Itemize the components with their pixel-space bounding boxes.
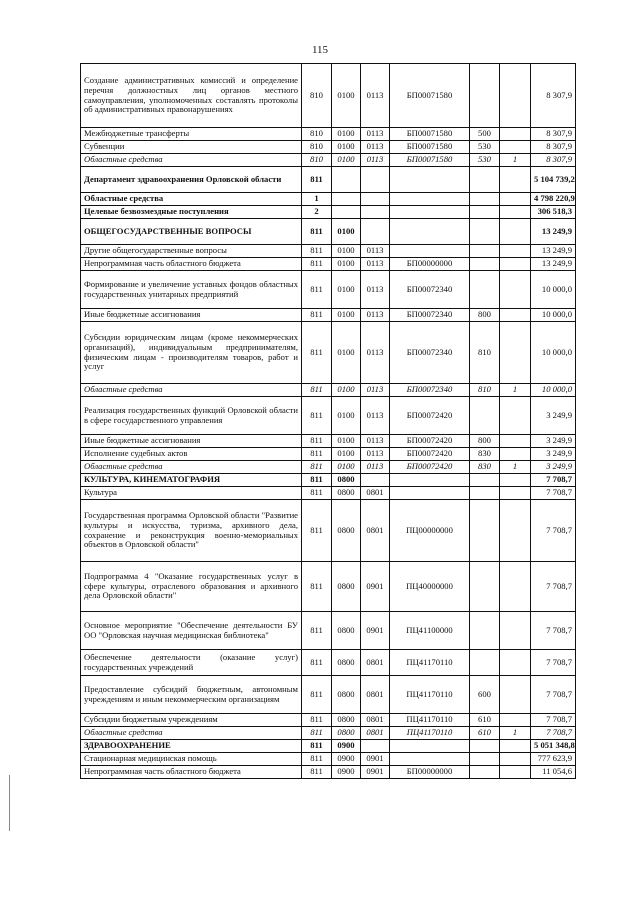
section-code: 0800 xyxy=(332,562,361,612)
funding-source-code: 1 xyxy=(500,154,531,167)
table-row xyxy=(81,219,576,245)
subsection-code: 0113 xyxy=(361,397,390,435)
funding-source-code xyxy=(500,258,531,271)
amount: 7 708,7 xyxy=(531,474,576,487)
target-article-code: БП00072420 xyxy=(390,435,470,448)
section-code: 0100 xyxy=(332,309,361,322)
amount: 7 708,7 xyxy=(531,676,576,714)
target-article-code xyxy=(390,219,470,245)
funding-source-code xyxy=(500,322,531,384)
row-name: Областные средства xyxy=(81,193,302,206)
expense-type-code xyxy=(470,193,500,206)
section-code: 0100 xyxy=(332,64,361,128)
grbs-code: 2 xyxy=(302,206,332,219)
subsection-code: 0113 xyxy=(361,309,390,322)
expense-type-code: 600 xyxy=(470,676,500,714)
expense-type-code: 500 xyxy=(470,128,500,141)
section-code: 0800 xyxy=(332,487,361,500)
expense-type-code: 830 xyxy=(470,448,500,461)
section-code xyxy=(332,206,361,219)
expense-type-code: 610 xyxy=(470,714,500,727)
subsection-code xyxy=(361,167,390,193)
amount: 7 708,7 xyxy=(531,487,576,500)
subsection-code: 0901 xyxy=(361,562,390,612)
target-article-code: БП00000000 xyxy=(390,258,470,271)
amount: 306 518,3 xyxy=(531,206,576,219)
table-row xyxy=(81,193,576,206)
subsection-code: 0801 xyxy=(361,714,390,727)
funding-source-code xyxy=(500,448,531,461)
expense-type-code xyxy=(470,219,500,245)
target-article-code xyxy=(390,740,470,753)
table-row xyxy=(81,128,576,141)
table-row xyxy=(81,562,576,612)
section-code: 0900 xyxy=(332,740,361,753)
subsection-code: 0901 xyxy=(361,753,390,766)
table-row xyxy=(81,612,576,650)
row-name: Подпрограмма 4 "Оказание государственных услуг в сфере культуры, отраслевого образования и архивного дела Орловской области" xyxy=(81,562,302,612)
table-row xyxy=(81,461,576,474)
subsection-code: 0113 xyxy=(361,141,390,154)
row-name: Государственная программа Орловской области "Развитие культуры и искусства, туризма, архивного дела, сохранение и реконструкция военно-мемориальных объектов в Орловской области" xyxy=(81,500,302,562)
funding-source-code: 1 xyxy=(500,384,531,397)
grbs-code: 811 xyxy=(302,448,332,461)
amount: 5 104 739,2 xyxy=(531,167,576,193)
target-article-code xyxy=(390,245,470,258)
grbs-code: 811 xyxy=(302,740,332,753)
grbs-code: 810 xyxy=(302,154,332,167)
grbs-code: 811 xyxy=(302,650,332,676)
funding-source-code xyxy=(500,141,531,154)
table-row xyxy=(81,500,576,562)
grbs-code: 811 xyxy=(302,309,332,322)
row-name: Основное мероприятие "Обеспечение деятельности БУ ОО "Орловская научная медицинская библиотека" xyxy=(81,612,302,650)
section-code: 0900 xyxy=(332,753,361,766)
row-name: Формирование и увеличение уставных фондов областных государственных унитарных предприятий xyxy=(81,271,302,309)
target-article-code: ПЦ41100000 xyxy=(390,612,470,650)
target-article-code: БП00071580 xyxy=(390,128,470,141)
section-code: 0100 xyxy=(332,219,361,245)
target-article-code: ПЦ41170110 xyxy=(390,727,470,740)
funding-source-code xyxy=(500,397,531,435)
section-code xyxy=(332,193,361,206)
funding-source-code xyxy=(500,309,531,322)
table-row xyxy=(81,271,576,309)
funding-source-code xyxy=(500,245,531,258)
row-name: Исполнение судебных актов xyxy=(81,448,302,461)
table-row xyxy=(81,727,576,740)
expense-type-code: 800 xyxy=(470,309,500,322)
amount: 10 000,0 xyxy=(531,322,576,384)
grbs-code: 811 xyxy=(302,322,332,384)
grbs-code: 811 xyxy=(302,487,332,500)
table-row xyxy=(81,309,576,322)
table-row xyxy=(81,435,576,448)
target-article-code: БП00071580 xyxy=(390,141,470,154)
target-article-code xyxy=(390,474,470,487)
expense-type-code xyxy=(470,474,500,487)
funding-source-code xyxy=(500,612,531,650)
row-name: Создание административных комиссий и определение перечня должностных лиц органов местного самоуправления, уполномоченных составлять протоколы об административных правонарушениях xyxy=(81,64,302,128)
row-name: Обеспечение деятельности (оказание услуг) государственных учреждений xyxy=(81,650,302,676)
section-code: 0800 xyxy=(332,474,361,487)
subsection-code: 0113 xyxy=(361,384,390,397)
margin-mark xyxy=(9,775,10,831)
expense-type-code: 530 xyxy=(470,154,500,167)
target-article-code: ПЦ41170110 xyxy=(390,650,470,676)
section-code xyxy=(332,167,361,193)
grbs-code: 811 xyxy=(302,384,332,397)
amount: 3 249,9 xyxy=(531,448,576,461)
target-article-code: БП00072340 xyxy=(390,309,470,322)
amount: 5 051 348,8 xyxy=(531,740,576,753)
grbs-code: 810 xyxy=(302,128,332,141)
row-name: Областные средства xyxy=(81,461,302,474)
target-article-code xyxy=(390,206,470,219)
section-code: 0100 xyxy=(332,461,361,474)
row-name: Межбюджетные трансферты xyxy=(81,128,302,141)
funding-source-code xyxy=(500,500,531,562)
expense-type-code xyxy=(470,271,500,309)
target-article-code: БП00071580 xyxy=(390,154,470,167)
grbs-code: 811 xyxy=(302,612,332,650)
target-article-code xyxy=(390,193,470,206)
section-code: 0100 xyxy=(332,128,361,141)
amount: 8 307,9 xyxy=(531,64,576,128)
target-article-code: БП00071580 xyxy=(390,64,470,128)
grbs-code: 811 xyxy=(302,435,332,448)
table-row xyxy=(81,740,576,753)
target-article-code: ПЦ41170110 xyxy=(390,676,470,714)
expense-type-code xyxy=(470,245,500,258)
subsection-code: 0801 xyxy=(361,487,390,500)
section-code: 0900 xyxy=(332,766,361,779)
amount: 11 054,6 xyxy=(531,766,576,779)
amount: 3 249,9 xyxy=(531,397,576,435)
table-row xyxy=(81,322,576,384)
funding-source-code xyxy=(500,753,531,766)
expense-type-code xyxy=(470,753,500,766)
amount: 13 249,9 xyxy=(531,245,576,258)
row-name: Областные средства xyxy=(81,384,302,397)
grbs-code: 811 xyxy=(302,753,332,766)
row-name: Стационарная медицинская помощь xyxy=(81,753,302,766)
target-article-code: БП00072420 xyxy=(390,461,470,474)
funding-source-code xyxy=(500,766,531,779)
amount: 13 249,9 xyxy=(531,219,576,245)
table-row xyxy=(81,753,576,766)
section-code: 0800 xyxy=(332,500,361,562)
funding-source-code xyxy=(500,271,531,309)
row-name: Культура xyxy=(81,487,302,500)
row-name: Реализация государственных функций Орловской области в сфере государственного управления xyxy=(81,397,302,435)
target-article-code xyxy=(390,753,470,766)
subsection-code: 0113 xyxy=(361,245,390,258)
table-row xyxy=(81,487,576,500)
table-body xyxy=(81,64,576,779)
grbs-code: 811 xyxy=(302,271,332,309)
grbs-code: 811 xyxy=(302,727,332,740)
subsection-code: 0801 xyxy=(361,676,390,714)
subsection-code xyxy=(361,219,390,245)
funding-source-code: 1 xyxy=(500,727,531,740)
table-row xyxy=(81,766,576,779)
amount: 8 307,9 xyxy=(531,128,576,141)
subsection-code: 0113 xyxy=(361,271,390,309)
grbs-code: 811 xyxy=(302,258,332,271)
section-code: 0100 xyxy=(332,435,361,448)
funding-source-code xyxy=(500,64,531,128)
amount: 8 307,9 xyxy=(531,141,576,154)
amount: 13 249,9 xyxy=(531,258,576,271)
row-name: ОБЩЕГОСУДАРСТВЕННЫЕ ВОПРОСЫ xyxy=(81,219,302,245)
grbs-code: 811 xyxy=(302,500,332,562)
grbs-code: 811 xyxy=(302,219,332,245)
row-name: Иные бюджетные ассигнования xyxy=(81,309,302,322)
row-name: Областные средства xyxy=(81,727,302,740)
expense-type-code xyxy=(470,258,500,271)
subsection-code: 0113 xyxy=(361,448,390,461)
row-name: Непрограммная часть областного бюджета xyxy=(81,258,302,271)
section-code: 0100 xyxy=(332,384,361,397)
funding-source-code xyxy=(500,740,531,753)
expense-type-code xyxy=(470,167,500,193)
expense-type-code xyxy=(470,397,500,435)
row-name: Другие общегосударственные вопросы xyxy=(81,245,302,258)
table-row xyxy=(81,206,576,219)
table-row xyxy=(81,474,576,487)
section-code: 0800 xyxy=(332,676,361,714)
target-article-code: БП00072420 xyxy=(390,397,470,435)
grbs-code: 811 xyxy=(302,714,332,727)
target-article-code: БП00072340 xyxy=(390,271,470,309)
amount: 777 623,9 xyxy=(531,753,576,766)
grbs-code: 811 xyxy=(302,245,332,258)
section-code: 0100 xyxy=(332,245,361,258)
table-row xyxy=(81,141,576,154)
subsection-code: 0113 xyxy=(361,322,390,384)
grbs-code: 810 xyxy=(302,64,332,128)
section-code: 0100 xyxy=(332,141,361,154)
subsection-code: 0113 xyxy=(361,258,390,271)
subsection-code xyxy=(361,740,390,753)
expense-type-code: 530 xyxy=(470,141,500,154)
grbs-code: 811 xyxy=(302,397,332,435)
subsection-code xyxy=(361,206,390,219)
grbs-code: 811 xyxy=(302,562,332,612)
amount: 7 708,7 xyxy=(531,727,576,740)
funding-source-code xyxy=(500,474,531,487)
section-code: 0800 xyxy=(332,714,361,727)
amount: 10 000,0 xyxy=(531,309,576,322)
section-code: 0800 xyxy=(332,612,361,650)
subsection-code: 0801 xyxy=(361,650,390,676)
amount: 7 708,7 xyxy=(531,714,576,727)
table-row xyxy=(81,64,576,128)
funding-source-code xyxy=(500,487,531,500)
funding-source-code xyxy=(500,650,531,676)
expense-type-code xyxy=(470,487,500,500)
funding-source-code xyxy=(500,167,531,193)
grbs-code: 811 xyxy=(302,676,332,714)
amount: 8 307,9 xyxy=(531,154,576,167)
table-row xyxy=(81,245,576,258)
row-name: Иные бюджетные ассигнования xyxy=(81,435,302,448)
funding-source-code xyxy=(500,219,531,245)
amount: 3 249,9 xyxy=(531,461,576,474)
table-row xyxy=(81,397,576,435)
funding-source-code: 1 xyxy=(500,461,531,474)
section-code: 0100 xyxy=(332,258,361,271)
target-article-code: ПЦ40000000 xyxy=(390,562,470,612)
subsection-code xyxy=(361,193,390,206)
table-row xyxy=(81,650,576,676)
expense-type-code: 810 xyxy=(470,384,500,397)
subsection-code: 0113 xyxy=(361,435,390,448)
expense-type-code: 830 xyxy=(470,461,500,474)
grbs-code: 811 xyxy=(302,461,332,474)
row-name: Субвенции xyxy=(81,141,302,154)
row-name: Субсидии юридическим лицам (кроме некоммерческих организаций), индивидуальным предпринимателям, физическим лицам - производителям товаров, работ и услуг xyxy=(81,322,302,384)
funding-source-code xyxy=(500,193,531,206)
expense-type-code: 800 xyxy=(470,435,500,448)
target-article-code: ПЦ41170110 xyxy=(390,714,470,727)
amount: 7 708,7 xyxy=(531,562,576,612)
target-article-code xyxy=(390,487,470,500)
subsection-code xyxy=(361,474,390,487)
section-code: 0100 xyxy=(332,448,361,461)
subsection-code: 0113 xyxy=(361,64,390,128)
subsection-code: 0801 xyxy=(361,727,390,740)
row-name: КУЛЬТУРА, КИНЕМАТОГРАФИЯ xyxy=(81,474,302,487)
amount: 7 708,7 xyxy=(531,612,576,650)
row-name: Целевые безвозмездные поступления xyxy=(81,206,302,219)
funding-source-code xyxy=(500,562,531,612)
row-name: ЗДРАВООХРАНЕНИЕ xyxy=(81,740,302,753)
expense-type-code xyxy=(470,64,500,128)
subsection-code: 0801 xyxy=(361,500,390,562)
subsection-code: 0901 xyxy=(361,612,390,650)
expense-type-code xyxy=(470,650,500,676)
subsection-code: 0901 xyxy=(361,766,390,779)
row-name: Департамент здравоохранения Орловской области xyxy=(81,167,302,193)
funding-source-code xyxy=(500,206,531,219)
funding-source-code xyxy=(500,128,531,141)
table-row xyxy=(81,448,576,461)
subsection-code: 0113 xyxy=(361,461,390,474)
table-row xyxy=(81,714,576,727)
expense-type-code xyxy=(470,206,500,219)
target-article-code: БП00072420 xyxy=(390,448,470,461)
target-article-code xyxy=(390,167,470,193)
funding-source-code xyxy=(500,676,531,714)
target-article-code: ПЦ00000000 xyxy=(390,500,470,562)
table-row xyxy=(81,384,576,397)
page-number: 115 xyxy=(311,44,329,56)
table-row xyxy=(81,154,576,167)
grbs-code: 810 xyxy=(302,141,332,154)
funding-source-code xyxy=(500,714,531,727)
grbs-code: 1 xyxy=(302,193,332,206)
section-code: 0100 xyxy=(332,322,361,384)
section-code: 0800 xyxy=(332,727,361,740)
amount: 10 000,0 xyxy=(531,384,576,397)
subsection-code: 0113 xyxy=(361,154,390,167)
section-code: 0100 xyxy=(332,154,361,167)
amount: 10 000,0 xyxy=(531,271,576,309)
target-article-code: БП00072340 xyxy=(390,322,470,384)
table-row xyxy=(81,258,576,271)
subsection-code: 0113 xyxy=(361,128,390,141)
table-row xyxy=(81,676,576,714)
expense-type-code xyxy=(470,612,500,650)
section-code: 0100 xyxy=(332,271,361,309)
budget-table xyxy=(80,63,576,779)
expense-type-code xyxy=(470,740,500,753)
row-name: Непрограммная часть областного бюджета xyxy=(81,766,302,779)
expense-type-code xyxy=(470,766,500,779)
funding-source-code xyxy=(500,435,531,448)
row-name: Областные средства xyxy=(81,154,302,167)
target-article-code: БП00000000 xyxy=(390,766,470,779)
section-code: 0100 xyxy=(332,397,361,435)
expense-type-code xyxy=(470,562,500,612)
table-row xyxy=(81,167,576,193)
grbs-code: 811 xyxy=(302,474,332,487)
amount: 7 708,7 xyxy=(531,500,576,562)
row-name: Субсидии бюджетным учреждениям xyxy=(81,714,302,727)
amount: 4 798 220,9 xyxy=(531,193,576,206)
target-article-code: БП00072340 xyxy=(390,384,470,397)
section-code: 0800 xyxy=(332,650,361,676)
amount: 3 249,9 xyxy=(531,435,576,448)
amount: 7 708,7 xyxy=(531,650,576,676)
grbs-code: 811 xyxy=(302,167,332,193)
row-name: Предоставление субсидий бюджетным, автономным учреждениям и иным некоммерческим организациям xyxy=(81,676,302,714)
expense-type-code: 810 xyxy=(470,322,500,384)
grbs-code: 811 xyxy=(302,766,332,779)
expense-type-code xyxy=(470,500,500,562)
expense-type-code: 610 xyxy=(470,727,500,740)
